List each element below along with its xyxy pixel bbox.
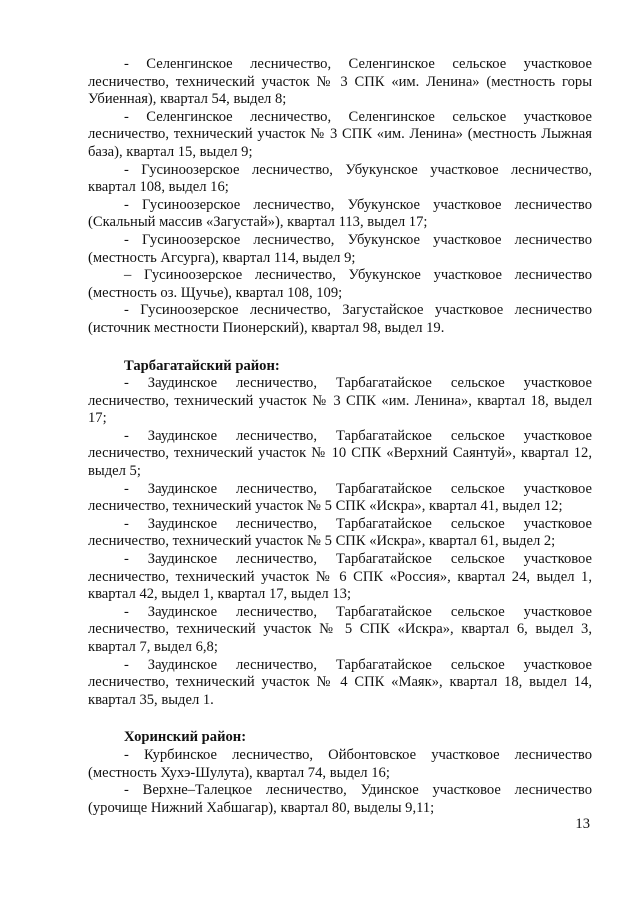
- list-item: - Заудинское лесничество, Тарбагатайское сельское участковое лесничество, технический участок № 5 СПК «Искра», квартал 61, выдел 2;: [88, 515, 592, 550]
- list-item: - Заудинское лесничество, Тарбагатайское сельское участковое лесничество, технический участок № 6 СПК «Россия», квартал 24, выдел 1, квартал 42, выдел 1, квартал 17, выдел 13;: [88, 551, 592, 603]
- list-item: - Заудинское лесничество, Тарбагатайское сельское участковое лесничество, технический участок № 10 СПК «Верхний Саянтуй», квартал 12, выдел 5;: [88, 427, 592, 480]
- list-item: - Заудинское лесничество, Тарбагатайское сельское участковое лесничество, технический участок № 4 СПК «Маяк», квартал 18, выдел 14, квартал 35, выдел 1.: [88, 656, 592, 708]
- list-item: - Гусиноозерское лесничество, Убукунское участковое лесничество (местность Агсурга), квартал 114, выдел 9;: [88, 231, 592, 266]
- list-item: - Заудинское лесничество, Тарбагатайское сельское участковое лесничество, технический участок № 5 СПК «Искра», квартал 41, выдел 12;: [88, 480, 592, 515]
- list-item: - Селенгинское лесничество, Селенгинское сельское участковое лесничество, технический участок № 3 СПК «им. Ленина» (местность горы Убиенная), квартал 54, выдел 8;: [88, 56, 592, 108]
- intro-list: [88, 56, 592, 338]
- page-number: 13: [575, 816, 590, 832]
- list-item: - Курбинское лесничество, Ойбонтовское участковое лесничество (местность Хухэ-Шулута), квартал 74, выдел 16;: [88, 746, 592, 781]
- list-item: – Гусиноозерское лесничество, Убукунское участковое лесничество (местность оз. Щучье), квартал 108, 109;: [88, 267, 592, 301]
- section-heading: Хоринский район:: [124, 729, 247, 746]
- list-item: - Верхне–Талецкое лесничество, Удинское участковое лесничество (урочище Нижний Хабшагар), квартал 80, выделы 9,11;: [88, 782, 592, 816]
- list-item: - Селенгинское лесничество, Селенгинское сельское участковое лесничество, технический участок № 3 СПК «им. Ленина» (местность Лыжная база), квартал 15, выдел 9;: [88, 108, 592, 160]
- list-item: - Заудинское лесничество, Тарбагатайское сельское участковое лесничество, технический участок № 5 СПК «Искра», квартал 6, выдел 3, квартал 7, выдел 6,8;: [88, 603, 592, 655]
- list-item: - Заудинское лесничество, Тарбагатайское сельское участковое лесничество, технический участок № 3 СПК «им. Ленина», квартал 18, выдел 17;: [88, 375, 592, 427]
- list-item: - Гусиноозерское лесничество, Убукунское участковое лесничество (Скальный массив «Загустай»), квартал 113, выдел 17;: [88, 196, 592, 231]
- list-item: - Гусиноозерское лесничество, Убукунское участковое лесничество, квартал 108, выдел 16;: [88, 161, 592, 196]
- section-khorinsky: [88, 729, 592, 817]
- document-body: [88, 56, 592, 817]
- section-tarbagatai: [88, 358, 592, 710]
- section-heading: Тарбагатайский район:: [124, 357, 280, 374]
- list-item: - Гусиноозерское лесничество, Загустайское участковое лесничество (источник местности Пионерский), квартал 98, выдел 19.: [88, 302, 592, 336]
